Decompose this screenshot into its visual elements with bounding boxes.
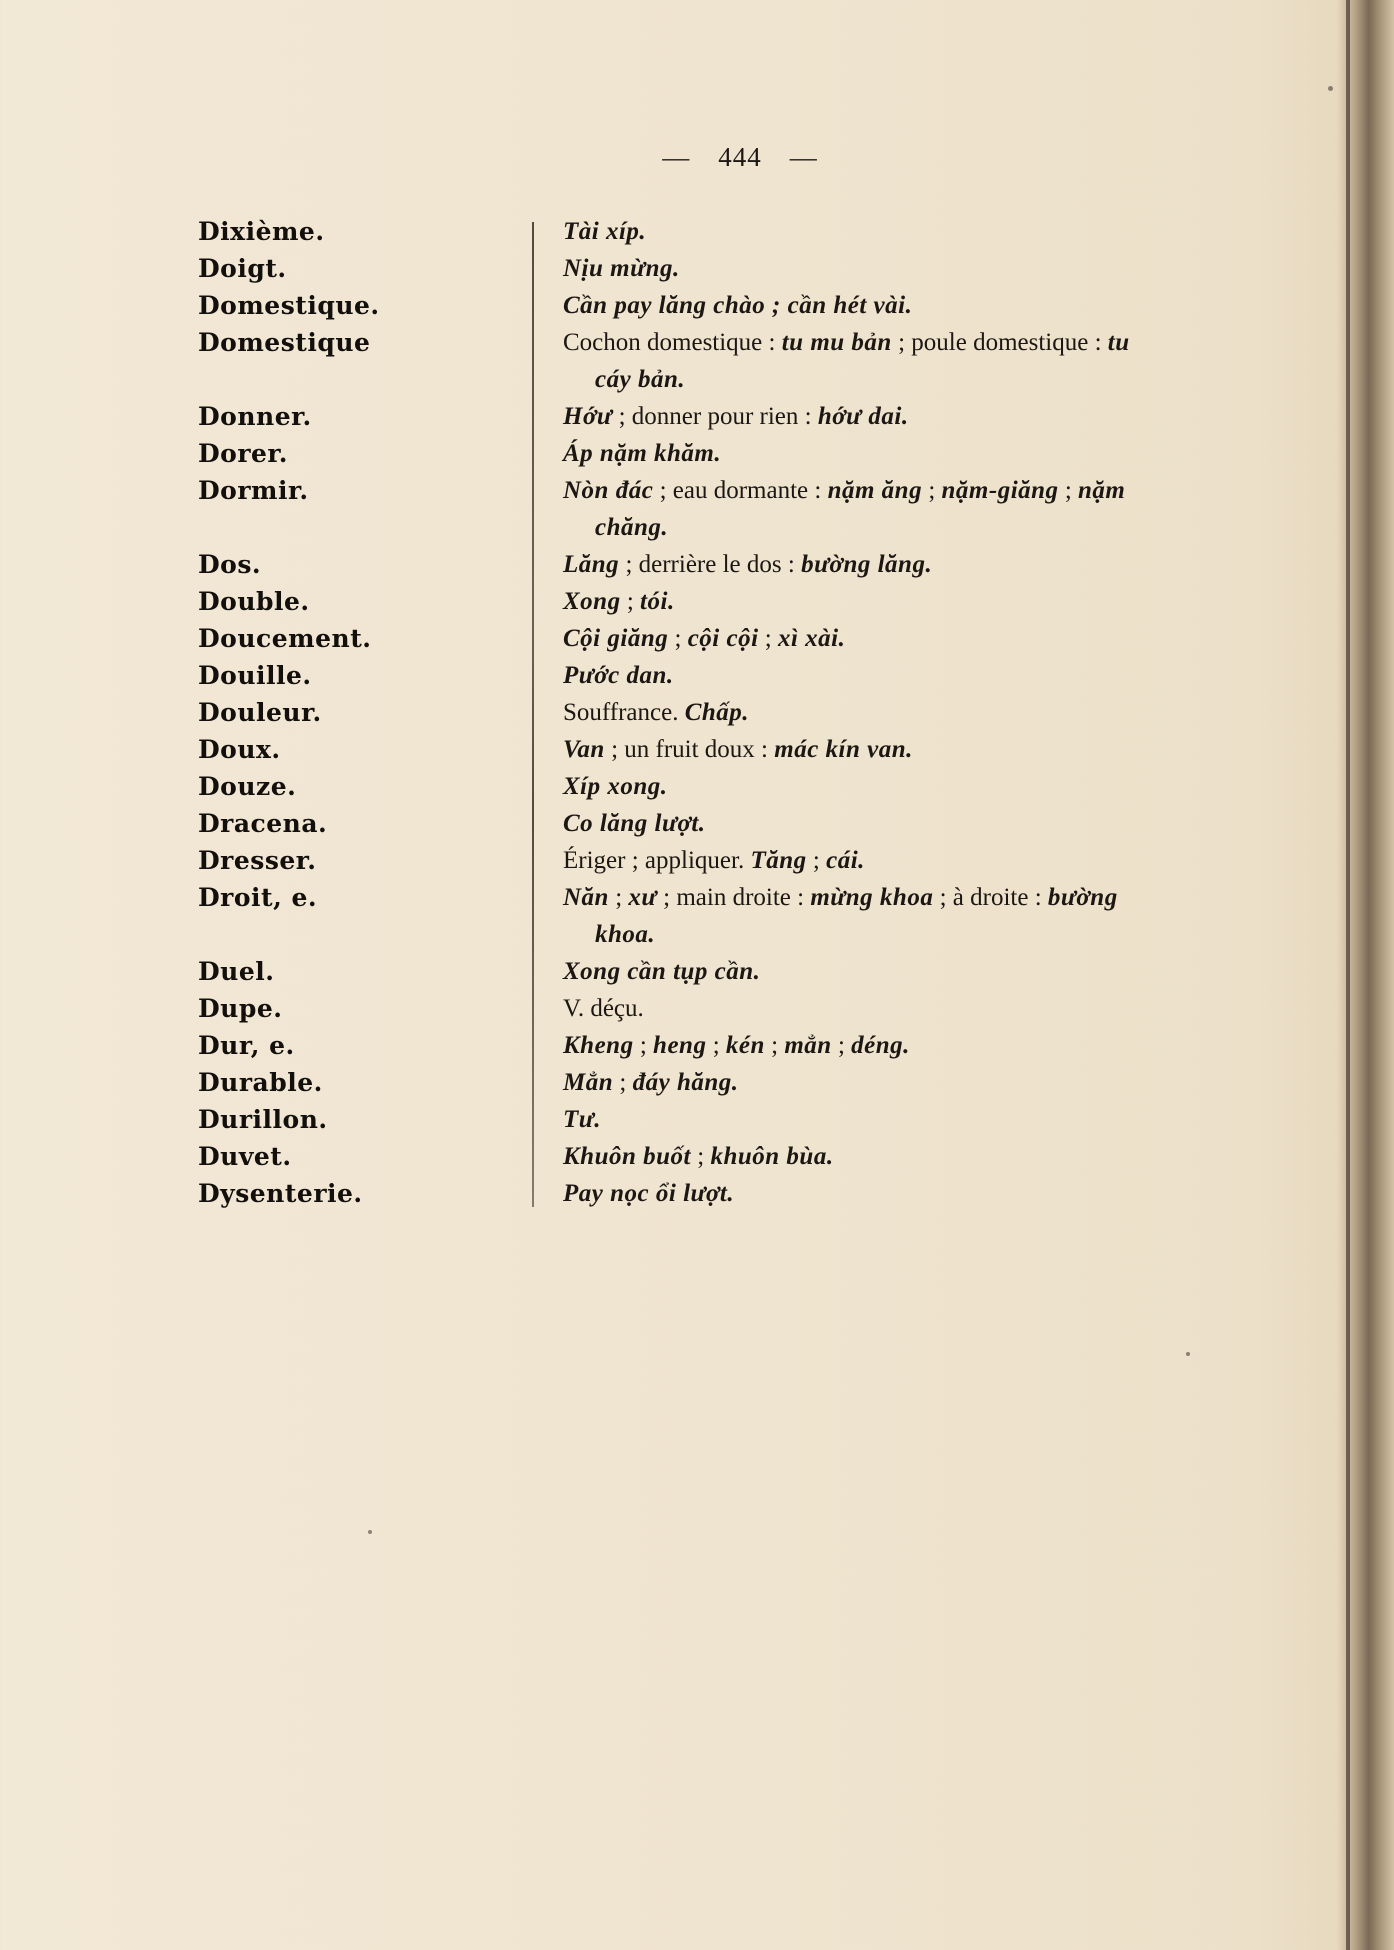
entry-headword: Dupe. (198, 994, 283, 1023)
vietnamese-term: nặm ăng (827, 477, 923, 504)
entry-definition (563, 731, 1293, 768)
entry-headword: Durable. (198, 1068, 323, 1097)
vietnamese-term: xư (628, 884, 657, 911)
entry-definition (563, 287, 1293, 324)
dictionary-entry (0, 472, 1394, 546)
vietnamese-term: Mẳn (563, 1069, 614, 1096)
vietnamese-term: mừng khoa (810, 884, 934, 911)
entry-headword: Douille. (198, 661, 312, 690)
dictionary-entry (0, 842, 1394, 879)
entry-headword: Doucement. (198, 624, 372, 653)
vietnamese-term: đáy hăng. (632, 1069, 739, 1096)
vietnamese-term: mác kín van. (774, 736, 913, 763)
french-text: ; donner pour rien : (612, 403, 818, 430)
entry-headword: Douleur. (198, 698, 322, 727)
dictionary-entry (0, 1101, 1394, 1138)
entry-headword: Dur, e. (198, 1031, 295, 1060)
entry-definition (563, 953, 1293, 990)
vietnamese-term: bường (1047, 884, 1118, 911)
dictionary-entry (0, 435, 1394, 472)
entry-headword: Duel. (198, 957, 275, 986)
french-text: ; (691, 1143, 711, 1170)
french-text: ; (620, 588, 641, 615)
french-text: ; (831, 1032, 852, 1059)
entry-definition (563, 620, 1293, 657)
entry-headword: Doigt. (198, 254, 287, 283)
dictionary-entry (0, 1138, 1394, 1175)
french-text: Ériger ; appliquer. (563, 847, 751, 874)
vietnamese-term: Tài xíp. (563, 218, 647, 245)
entry-definition (563, 324, 1293, 398)
page-number-value: 444 (718, 142, 762, 172)
entry-definition (563, 1064, 1293, 1101)
entry-definition (563, 250, 1293, 287)
entry-definition (563, 768, 1293, 805)
entry-definition (563, 990, 1293, 1027)
vietnamese-term: Chấp. (684, 699, 750, 726)
dictionary-entry (0, 1175, 1394, 1212)
dictionary-entry (0, 250, 1394, 287)
french-text: ; (613, 1069, 633, 1096)
entry-headword: Durillon. (198, 1105, 328, 1134)
entry-headword: Domestique (198, 328, 371, 357)
entry-headword: Dresser. (198, 846, 317, 875)
vietnamese-term: tói. (640, 588, 675, 615)
vietnamese-term: Xíp xong. (563, 773, 668, 800)
entry-definition (563, 879, 1293, 953)
vietnamese-term: déng. (851, 1032, 910, 1059)
vietnamese-term: xì xài. (777, 625, 846, 652)
dictionary-entry (0, 398, 1394, 435)
dictionary-entries (0, 213, 1394, 1212)
entry-definition (563, 657, 1293, 694)
dictionary-entry (0, 1064, 1394, 1101)
vietnamese-term: heng (653, 1032, 707, 1059)
french-text: ; (764, 1032, 785, 1059)
vietnamese-term: mẳn (784, 1032, 832, 1059)
entry-definition (563, 583, 1293, 620)
entry-headword: Donner. (198, 402, 312, 431)
entry-headword: Double. (198, 587, 310, 616)
vietnamese-term: chăng. (595, 514, 669, 541)
vietnamese-term: khoa. (595, 921, 656, 948)
vietnamese-term: Xong cần tụp cần. (563, 958, 761, 985)
entry-definition (563, 546, 1293, 583)
dictionary-entry (0, 583, 1394, 620)
page-number (0, 142, 1394, 173)
vietnamese-term: nặm-giăng (941, 477, 1059, 504)
french-text: V. déçu. (563, 995, 644, 1022)
vietnamese-term: Cội giăng (563, 625, 669, 652)
french-text: ; un fruit doux : (604, 736, 775, 763)
entry-headword: Dorer. (198, 439, 289, 468)
entry-headword: Duvet. (198, 1142, 292, 1171)
dictionary-entry (0, 731, 1394, 768)
entry-headword: Dixième. (198, 217, 325, 246)
dictionary-entry (0, 694, 1394, 731)
page-number-dash-left: — (662, 142, 691, 172)
vietnamese-term: cội cội (687, 625, 759, 652)
entry-definition (563, 398, 1293, 435)
dictionary-entry (0, 879, 1394, 953)
entry-definition (563, 435, 1293, 472)
entry-definition (563, 1101, 1293, 1138)
vietnamese-term: Hớư (563, 403, 613, 430)
vietnamese-term: kén (725, 1032, 765, 1059)
vietnamese-term: Pay nọc ổi lượt. (563, 1180, 735, 1207)
vietnamese-term: Năn (563, 884, 609, 911)
vietnamese-term: Co lăng lượt. (563, 810, 706, 837)
french-text: ; (668, 625, 688, 652)
french-text: ; à droite : (933, 884, 1048, 911)
french-text: ; eau dormante : (653, 477, 828, 504)
dictionary-entry (0, 324, 1394, 398)
vietnamese-term: Xong (563, 588, 621, 615)
vietnamese-term: Tư. (563, 1106, 601, 1133)
entry-definition (563, 1175, 1293, 1212)
entry-headword: Droit, e. (198, 883, 318, 912)
french-text: ; (922, 477, 942, 504)
entry-definition (563, 1027, 1293, 1064)
entry-definition (563, 1138, 1293, 1175)
print-speck (1186, 1352, 1190, 1356)
vietnamese-term: Van (563, 736, 605, 763)
vietnamese-term: Tăng (750, 847, 807, 874)
french-text: ; (1058, 477, 1079, 504)
print-speck (1328, 86, 1333, 91)
french-text: ; (706, 1032, 726, 1059)
vietnamese-term: khuôn bùa. (710, 1143, 834, 1170)
dictionary-entry (0, 213, 1394, 250)
entry-definition (563, 472, 1293, 546)
french-text: Cochon domestique : (563, 329, 782, 356)
entry-definition (563, 805, 1293, 842)
dictionary-entry (0, 287, 1394, 324)
french-text: ; (758, 625, 778, 652)
dictionary-entry (0, 546, 1394, 583)
dictionary-entry (0, 620, 1394, 657)
vietnamese-term: Kheng (563, 1032, 634, 1059)
definition-continuation (563, 509, 1293, 546)
entry-headword: Dysenterie. (198, 1179, 363, 1208)
vietnamese-term: tu mu bản (781, 329, 892, 356)
dictionary-entry (0, 990, 1394, 1027)
french-text: ; poule domestique : (891, 329, 1108, 356)
vietnamese-term: Áp nặm khăm. (563, 440, 722, 467)
dictionary-entry (0, 768, 1394, 805)
entry-definition (563, 213, 1293, 250)
vietnamese-term: hớư dai. (817, 403, 909, 430)
entry-headword: Doux. (198, 735, 281, 764)
vietnamese-term: Cần pay lăng chào ; cần hét vài. (563, 292, 913, 319)
vietnamese-term: Khuôn buốt (563, 1143, 691, 1170)
vietnamese-term: Lăng (563, 551, 620, 578)
vietnamese-term: bường lăng. (801, 551, 933, 578)
vietnamese-term: cáy bản. (595, 366, 686, 393)
entry-definition (563, 842, 1293, 879)
french-text: ; (608, 884, 629, 911)
vietnamese-term: Nòn đác (563, 477, 654, 504)
entry-headword: Douze. (198, 772, 297, 801)
dictionary-entry (0, 657, 1394, 694)
dictionary-entry (0, 1027, 1394, 1064)
definition-continuation (563, 361, 1293, 398)
vietnamese-term: tu (1107, 329, 1130, 356)
french-text: ; (806, 847, 827, 874)
page-number-dash-right: — (789, 142, 818, 172)
dictionary-entry (0, 805, 1394, 842)
entry-headword: Dos. (198, 550, 262, 579)
vietnamese-term: nặm (1078, 477, 1126, 504)
dictionary-entry (0, 953, 1394, 990)
print-speck (368, 1530, 372, 1534)
entry-headword: Domestique. (198, 291, 380, 320)
french-text: Souffrance. (563, 699, 685, 726)
definition-continuation (563, 916, 1293, 953)
vietnamese-term: Nịu mừng. (563, 255, 680, 282)
french-text: ; main droite : (656, 884, 811, 911)
french-text: ; (633, 1032, 654, 1059)
vietnamese-term: cái. (826, 847, 865, 874)
entry-headword: Dormir. (198, 476, 309, 505)
entry-headword: Dracena. (198, 809, 328, 838)
entry-definition (563, 694, 1293, 731)
french-text: ; derrière le dos : (619, 551, 802, 578)
vietnamese-term: Pước dan. (563, 662, 674, 689)
